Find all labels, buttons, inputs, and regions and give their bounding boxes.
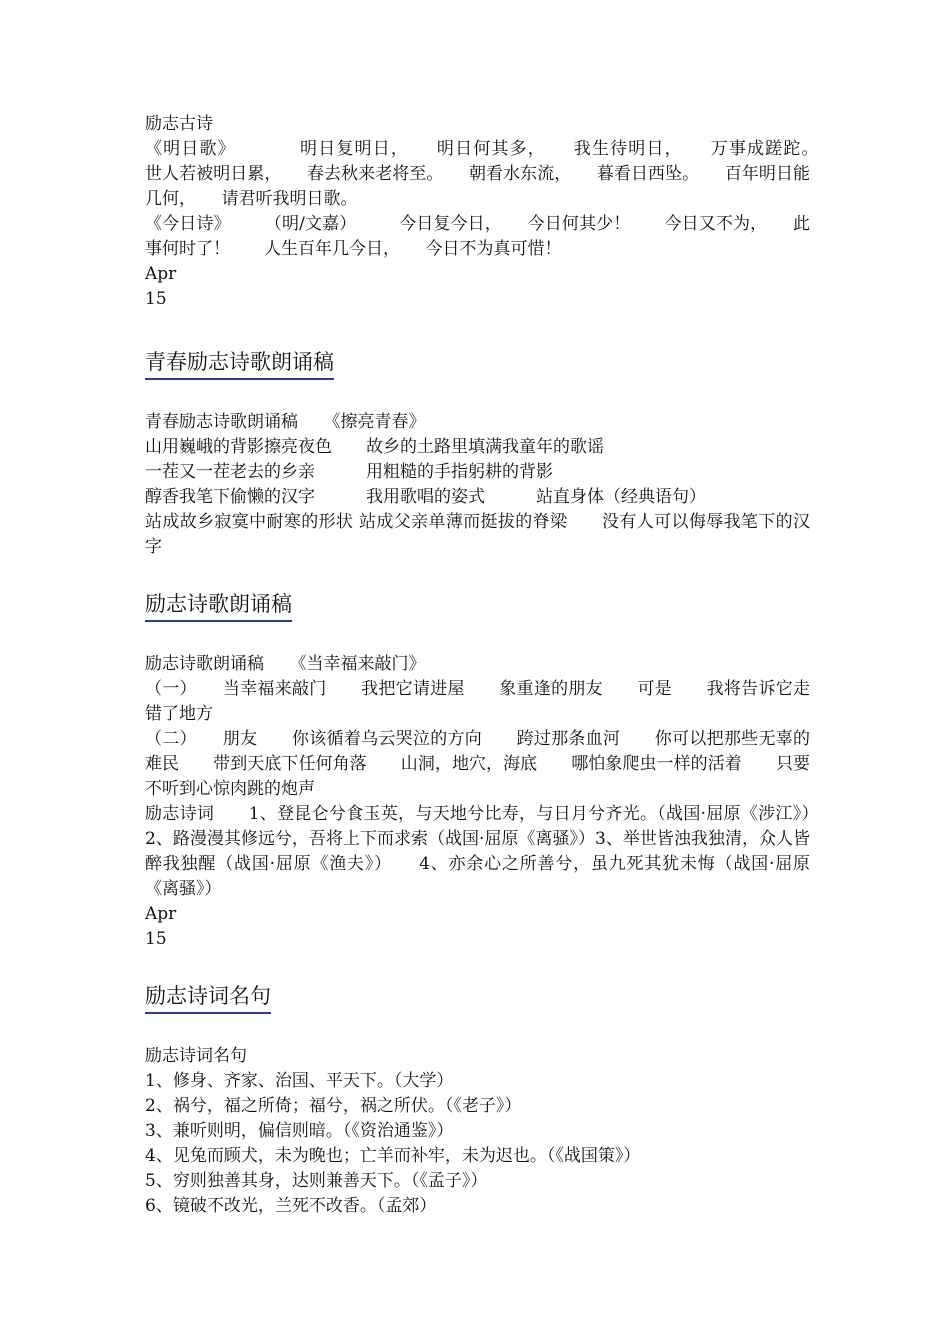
paragraph: （一） 当幸福来敲门 我把它请进屋 象重逢的朋友 可是 我将告诉它走错了地方 [145, 679, 810, 724]
post-date-day: 15 [145, 289, 167, 309]
list-item: 3、兼听则明，偏信则暗。（《资治通鉴》） [145, 1121, 454, 1141]
list-item: 6、镜破不改光，兰死不改香。（孟郊） [145, 1196, 437, 1216]
paragraph: 《今日诗》 （明/文嘉） 今日复今日， 今日何其少！ 今日又不为， 此事何时了！ 人生百年几今日， 今日不为真可惜！ [145, 214, 810, 259]
paragraph: 励志诗歌朗诵稿 《当幸福来敲门》 [145, 654, 426, 674]
list-item: 1、修身、齐家、治国、平天下。（大学） [145, 1071, 454, 1091]
paragraph: 励志诗词名句 [145, 1046, 247, 1066]
paragraph: （二） 朋友 你该循着乌云哭泣的方向 跨过那条血河 你可以把那些无辜的难民 带到天底下任何角落 山洞，地穴，海底 哪怕象爬虫一样的活着 只要不听到心惊肉跳的炮声 [145, 729, 810, 799]
post-date-month: Apr [145, 904, 177, 924]
paragraph: 《明日歌》 明日复明日， 明日何其多， 我生待明日， 万事成蹉跎。 世人若被明日累， 春去秋来老将至。 朝看水东流， 暮看日西坠。 百年明日能几何， 请君听我明日歌。 [145, 139, 844, 209]
list-item: 5、穷则独善其身，达则兼善天下。（《孟子》） [145, 1171, 488, 1191]
paragraph: 励志古诗 [145, 114, 213, 134]
post-ancient-poems [145, 112, 844, 312]
post-title-link[interactable]: 青春励志诗歌朗诵稿 [145, 348, 334, 380]
paragraph: 山用巍峨的背影擦亮夜色 故乡的土路里填满我童年的歌谣 [145, 437, 604, 457]
paragraph: 青春励志诗歌朗诵稿 《擦亮青春》 [145, 412, 426, 432]
paragraph: 一茬又一茬老去的乡亲 用粗糙的手指躬耕的背影 [145, 462, 553, 482]
post-date-day: 15 [145, 929, 167, 949]
post-date-month: Apr [145, 264, 177, 284]
paragraph: 站成故乡寂寞中耐寒的形状 站成父亲单薄而挺拔的脊梁 没有人可以侮辱我笔下的汉字 [145, 512, 810, 557]
post-title-link[interactable]: 励志诗歌朗诵稿 [145, 590, 292, 622]
list-item: 4、见兔而顾犬，未为晚也；亡羊而补牢，未为迟也。（《战国策》） [145, 1146, 641, 1166]
list-item: 2、祸兮，福之所倚；福兮，祸之所伏。（《老子》） [145, 1096, 522, 1116]
post-youth-poem [145, 348, 810, 560]
post-famous-quotes [145, 982, 810, 1219]
blog-content [145, 112, 844, 1219]
paragraph: 励志诗词 1、登昆仑兮食玉英，与天地兮比寿，与日月兮齐光。（战国·屈原《涉江》） 2、路漫漫其修远兮，吾将上下而求索（战国·屈原《离骚》）3、举世皆浊我独清，众人皆醉我独醒（战国·屈原《渔夫》） 4、亦余心之所善兮，虽九死其犹未悔（战国·屈原《离骚》） [145, 804, 844, 899]
post-inspirational-poem [145, 590, 844, 952]
post-title-link[interactable]: 励志诗词名句 [145, 982, 271, 1014]
paragraph: 醇香我笔下偷懒的汉字 我用歌唱的姿式 站直身体（经典语句） [145, 487, 706, 507]
